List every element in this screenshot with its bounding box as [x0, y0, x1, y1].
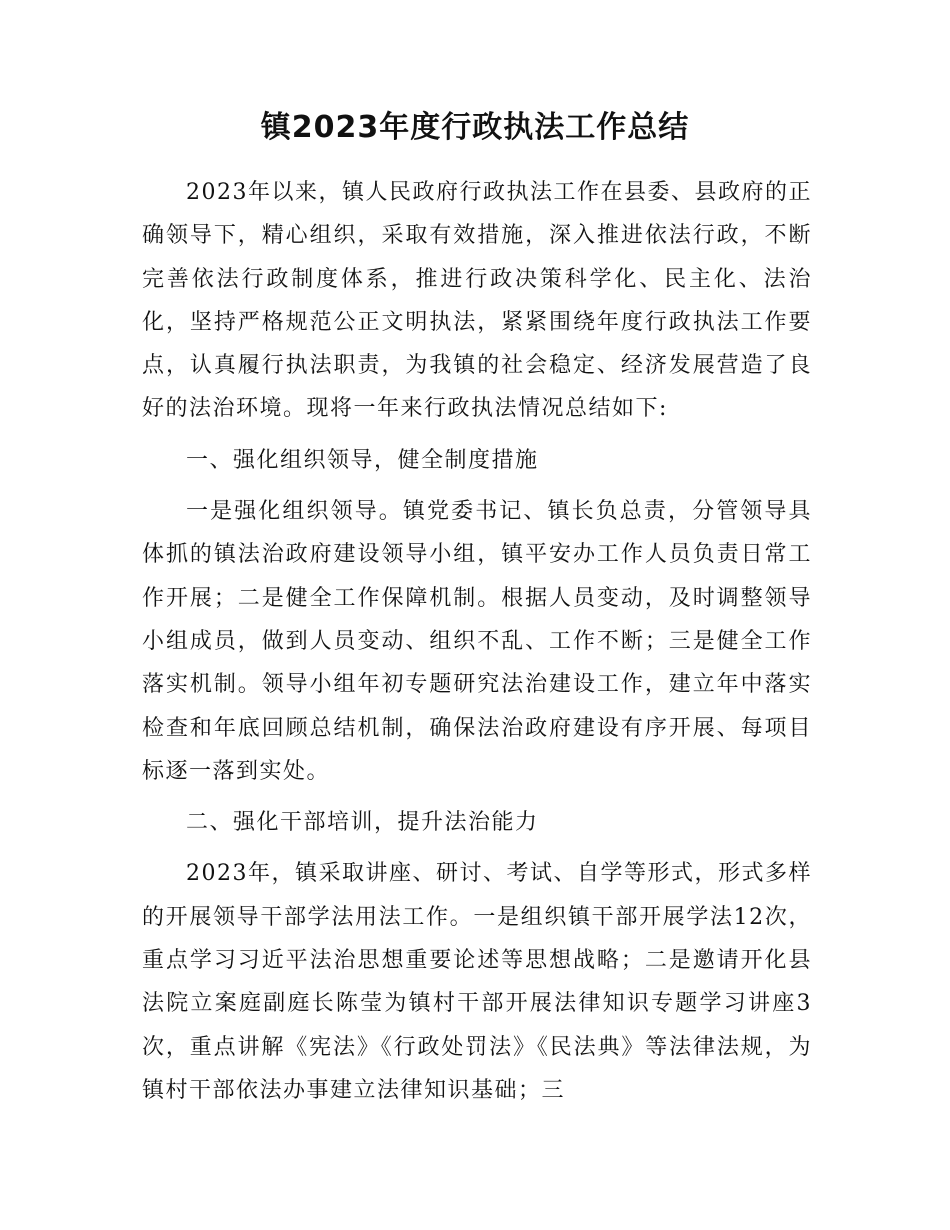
document-title: 镇2023年度行政执法工作总结: [260, 110, 690, 145]
paragraph-section-2: 2023年，镇采取讲座、研讨、考试、自学等形式，形式多样的开展领导干部学法用法工作。一是组织镇干部开展学法12次，重点学习习近平法治思想重要论述等思想战略；二是邀请开化县法院立案庭副庭长陈莹为镇村干部开展法律知识专题学习讲座3次，重点讲解《宪法》《行政处罚法》《民法典》等法律法规，为镇村干部依法办事建立法律知识基础；三: [142, 861, 812, 1103]
section-heading-1: 一、强化组织领导，健全制度措施: [186, 447, 539, 473]
paragraph-section-1: 一是强化组织领导。镇党委书记、镇长负总责，分管领导具体抓的镇法治政府建设领导小组，镇平安办工作人员负责日常工作开展；二是健全工作保障机制。根据人员变动，及时调整领导小组成员，做到人员变动、组织不乱、工作不断；三是健全工作落实机制。领导小组年初专题研究法治建设工作，建立年中落实检查和年底回顾总结机制，确保法治政府建设有序开展、每项目标逐一落到实处。: [142, 499, 812, 784]
section-heading-2: 二、强化干部培训，提升法治能力: [186, 810, 539, 836]
paragraph-intro: 2023年以来，镇人民政府行政执法工作在县委、县政府的正确领导下，精心组织，采取有效措施，深入推进依法行政，不断完善依法行政制度体系，推进行政决策科学化、民主化、法治化，坚持严格规范公正文明执法，紧紧围绕年度行政执法工作要点，认真履行执法职责，为我镇的社会稳定、经济发展营造了良好的法治环境。现将一年来行政执法情况总结如下:: [142, 180, 812, 422]
document-body: [142, 171, 812, 1112]
